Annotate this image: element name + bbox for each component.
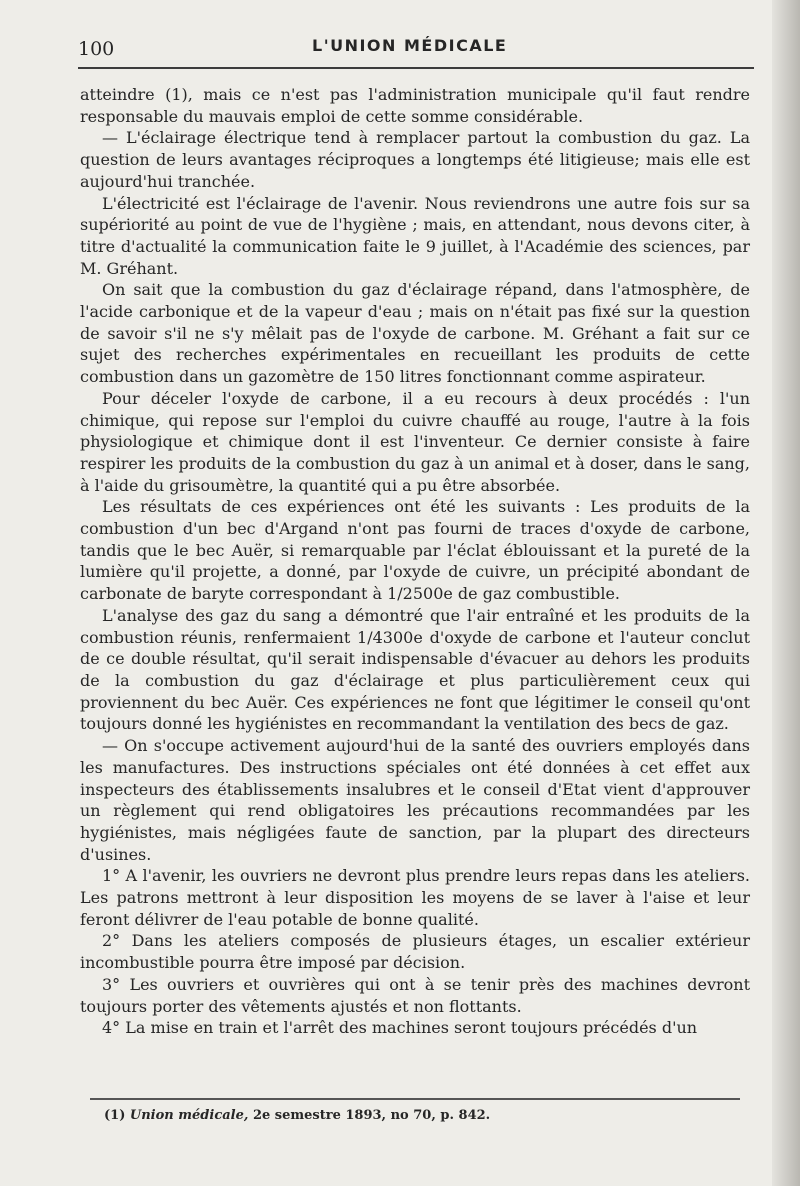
paragraph: — L'éclairage électrique tend à remplacer partout la combustion du gaz. La question de leurs avantages réciproques a longtemps été litigieuse; mais elle est aujourd'hui tranchée. xyxy=(80,128,750,191)
footnote-journal: Union médicale, xyxy=(129,1108,249,1123)
paragraph: On sait que la combustion du gaz d'éclairage répand, dans l'atmosphère, de l'acide carbonique et de la vapeur d'eau ; mais on n'était pas fixé sur la question de savoir s'il ne s'y mêlait pas de l'oxyde de carbone. M. Gréhant a fait sur ce sujet des recherches expérimentales en recueillant les produits de cette combustion dans un gazomètre de 150 litres fonctionnant comme aspirateur. xyxy=(80,280,750,387)
footnote-rule xyxy=(90,1098,740,1100)
header-rule xyxy=(78,67,754,69)
running-title: L'UNION MÉDICALE xyxy=(312,36,508,55)
page-number: 100 xyxy=(78,38,115,60)
paragraph: L'analyse des gaz du sang a démontré que l'air entraîné et les produits de la combustion réunis, renfermaient 1/4300e d'oxyde de carbone et l'auteur conclut de ce double résultat, qu'il serait indispensable d'évacuer au dehors les produits de la combustion du gaz d'éclairage et plus particulièrement ceux qui proviennent du bec Auër. Ces expériences ne font que légitimer le conseil qu'ont toujours donné les hygiénistes en recommandant la ventilation des becs de gaz. xyxy=(80,605,750,734)
paragraph: 4° La mise en train et l'arrêt des machines seront toujours précédés d'un xyxy=(102,1018,698,1038)
page-edge-shadow xyxy=(772,0,800,1186)
body-text xyxy=(80,84,750,1039)
page-header xyxy=(76,34,756,64)
paragraph: 1° A l'avenir, les ouvriers ne devront plus prendre leurs repas dans les ateliers. Les patrons mettront à leur disposition les moyens de se laver à l'aise et leur feront délivrer de l'eau potable de bonne qualité. xyxy=(80,866,750,929)
paragraph: atteindre (1), mais ce n'est pas l'administration municipale qu'il faut rendre responsable du mauvais emploi de cette somme considérable. xyxy=(80,85,750,126)
paragraph: L'électricité est l'éclairage de l'avenir. Nous reviendrons une autre fois sur sa supériorité au point de vue de l'hygiène ; mais, en attendant, nous devons citer, à titre d'actualité la communication faite le 9 juillet, à l'Académie des sciences, par M. Gréhant. xyxy=(80,193,750,278)
paragraph: Les résultats de ces expériences ont été les suivants : Les produits de la combustion d'un bec d'Argand n'ont pas fourni de traces d'oxyde de carbone, tandis que le bec Auër, si remarquable par l'éclat éblouissant et la pureté de la lumière qu'il projette, a donné, par l'oxyde de cuivre, un précipité abondant de carbonate de baryte correspondant à 1/2500e de gaz combustible. xyxy=(80,497,750,604)
paragraph: 2° Dans les ateliers composés de plusieurs étages, un escalier extérieur incombustible pourra être imposé par décision. xyxy=(80,931,750,973)
paragraph: Pour déceler l'oxyde de carbone, il a eu recours à deux procédés : l'un chimique, qui repose sur l'emploi du cuivre chauffé au rouge, l'autre à la fois physiologique et chimique dont il est l'inventeur. Ce dernier consiste à faire respirer les produits de la combustion du gaz à un animal et à doser, dans le sang, à l'aide du grisoumètre, la quantité qui a pu être absorbée. xyxy=(80,388,750,495)
footnote-rest: 2e semestre 1893, no 70, p. 842. xyxy=(252,1108,491,1123)
footnote-marker: (1) xyxy=(104,1108,126,1123)
footnote xyxy=(104,1108,744,1123)
paragraph: 3° Les ouvriers et ouvrières qui ont à se tenir près des machines devront toujours porter des vêtements ajustés et non flottants. xyxy=(80,974,750,1016)
paragraph: — On s'occupe activement aujourd'hui de la santé des ouvriers employés dans les manufactures. Des instructions spéciales ont été données à cet effet aux inspecteurs des établissements insalubres et le conseil d'Etat vient d'approuver un règlement qui rend obligatoires les précautions recommandées par les hygiénistes, mais négligées faute de sanction, par la plupart des directeurs d'usines. xyxy=(80,736,750,864)
